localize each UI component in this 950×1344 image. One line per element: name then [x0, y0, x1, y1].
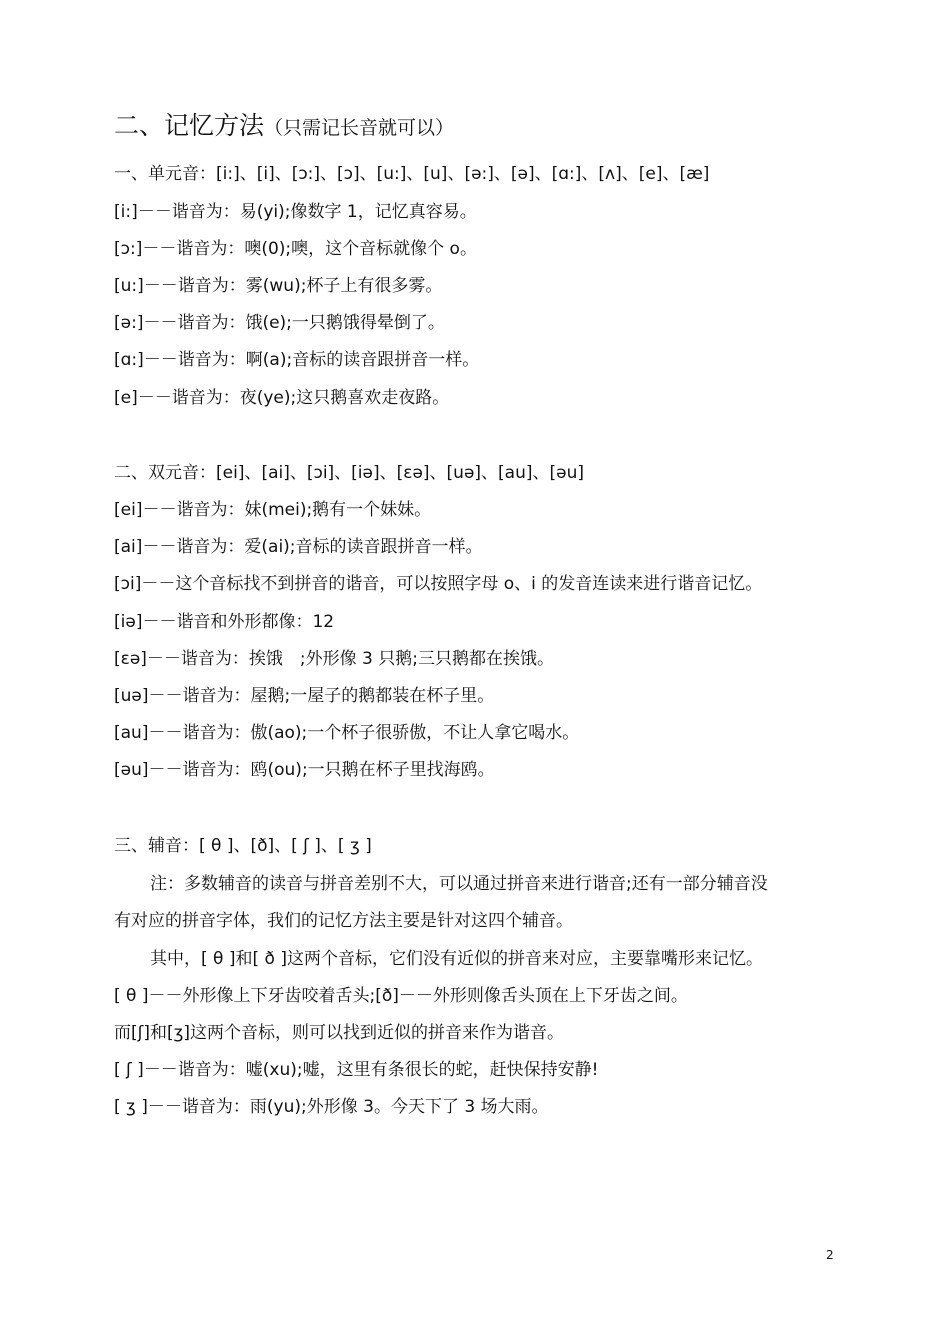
title-sub: （只需记长音就可以） — [264, 117, 455, 139]
section1-line: [ɔ:]－－谐音为：噢(0);噢，这个音标就像个 o。 — [114, 239, 477, 259]
section1-line: [u:]－－谐音为：雾(wu);杯子上有很多雾。 — [114, 276, 443, 296]
page-title — [114, 108, 454, 146]
section1-line: [ɑ:]－－谐音为：啊(a);音标的读音跟拼音一样。 — [114, 350, 480, 370]
section2-line: [εə]－－谐音为：挨饿 ;外形像 3 只鹅;三只鹅都在挨饿。 — [114, 649, 554, 669]
section3-line: 而[ʃ]和[ʒ]这两个音标，则可以找到近似的拼音来作为谐音。 — [114, 1023, 565, 1043]
section1-line: [ə:]－－谐音为：饿(e);一只鹅饿得晕倒了。 — [114, 313, 445, 333]
page-number: 2 — [826, 1248, 834, 1262]
section3-paragraph: 其中，[ θ ]和[ ð ]这两个音标，它们没有近似的拼音来对应，主要靠嘴形来记忆。 — [150, 949, 763, 969]
section3-note-line1: 注：多数辅音的读音与拼音差别不大，可以通过拼音来进行谐音;还有一部分辅音没 — [150, 874, 768, 894]
section2-line: [ei]－－谐音为：妹(mei);鹅有一个妹妹。 — [114, 500, 432, 520]
section1-heading: 一、单元音：[i:]、[i]、[ɔ:]、[ɔ]、[u:]、[u]、[ə:]、[ə]、[ɑ:]、[ʌ]、[e]、[æ] — [114, 164, 710, 184]
section2-line: [uə]－－谐音为：屋鹅;一屋子的鹅都装在杯子里。 — [114, 686, 495, 706]
section2-line: [ɔi]－－这个音标找不到拼音的谐音，可以按照字母 o、i 的发音连读来进行谐音记忆。 — [114, 574, 763, 594]
section2-line: [ai]－－谐音为：爱(ai);音标的读音跟拼音一样。 — [114, 537, 483, 557]
section3-note-line2: 有对应的拼音字体，我们的记忆方法主要是针对这四个辅音。 — [114, 911, 573, 931]
section3-line: [ ʒ ]－－谐音为：雨(yu);外形像 3。今天下了 3 场大雨。 — [114, 1097, 549, 1117]
section2-line: [iə]－－谐音和外形都像：12 — [114, 612, 335, 632]
section2-heading: 二、双元音：[ei]、[ai]、[ɔi]、[iə]、[εə]、[uə]、[au]、[əu] — [114, 463, 584, 483]
section3-line: [ θ ]－－外形像上下牙齿咬着舌头;[ð]－－外形则像舌头顶在上下牙齿之间。 — [114, 986, 688, 1006]
section1-line: [i:]－－谐音为：易(yi);像数字 1，记忆真容易。 — [114, 202, 477, 222]
section3-heading: 三、辅音：[ θ ]、[ð]、[ ʃ ]、[ ʒ ] — [114, 836, 372, 856]
section2-line: [au]－－谐音为：傲(ao);一个杯子很骄傲，不让人拿它喝水。 — [114, 723, 580, 743]
section1-line: [e]－－谐音为：夜(ye);这只鹅喜欢走夜路。 — [114, 388, 450, 408]
section2-line: [əu]－－谐音为：鸥(ou);一只鹅在杯子里找海鸥。 — [114, 760, 495, 780]
section3-line: [ ʃ ]－－谐音为：嘘(xu);嘘，这里有条很长的蛇，赶快保持安静! — [114, 1060, 599, 1080]
title-main: 二、记忆方法 — [114, 111, 265, 140]
